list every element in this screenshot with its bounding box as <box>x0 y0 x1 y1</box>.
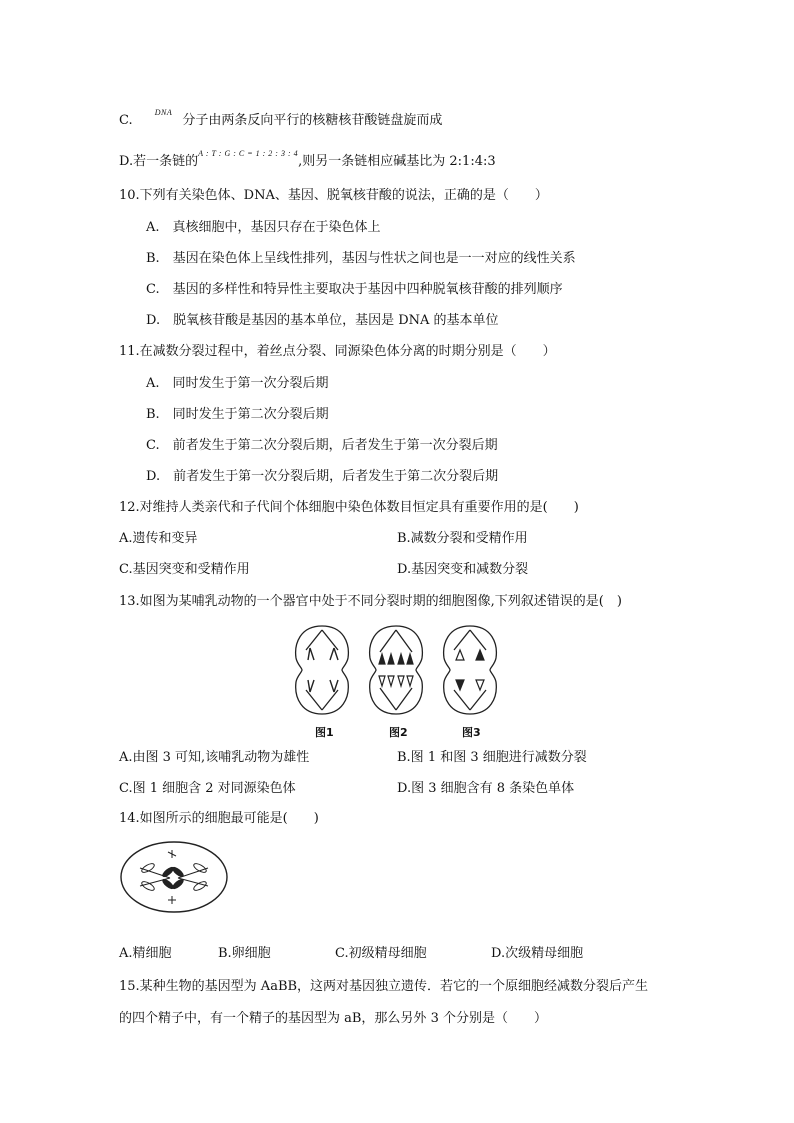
q10-option-a: A. 真核细胞中，基因只存在于染色体上 <box>146 220 381 235</box>
q14-option-b: B.卵细胞 <box>218 946 271 961</box>
q12-option-c: C.基因突变和受精作用 <box>119 562 250 577</box>
cell-diagram-q14 <box>118 838 230 916</box>
q10-option-c: C. 基因的多样性和特异性主要取决于基因中四种脱氧核苷酸的排列顺序 <box>146 282 563 297</box>
q14-option-a: A.精细胞 <box>119 946 172 961</box>
dna-formula: DNA <box>154 108 173 117</box>
q12-option-a: A.遗传和变异 <box>119 531 198 546</box>
q13-option-d: D.图 3 细胞含有 8 条染色单体 <box>397 781 575 796</box>
figure-label-2: 图2 <box>389 726 408 739</box>
cell-division-figure <box>288 620 508 720</box>
q12-option-d: D.基因突变和减数分裂 <box>397 562 529 577</box>
q11-option-b: B. 同时发生于第二次分裂后期 <box>146 407 329 422</box>
q11-option-a: A. 同时发生于第一次分裂后期 <box>146 376 329 391</box>
q13-stem: 13.如图为某哺乳动物的一个器官中处于不同分裂时期的细胞图像,下列叙述错误的是( ) <box>119 594 622 609</box>
q14-option-d: D.次级精母细胞 <box>491 946 584 961</box>
q13-option-c: C.图 1 细胞含 2 对同源染色体 <box>119 781 296 796</box>
q10-option-d: D. 脱氧核苷酸是基因的基本单位，基因是 DNA 的基本单位 <box>146 313 499 328</box>
q12-option-b: B.减数分裂和受精作用 <box>397 531 528 546</box>
q9-option-c: C. $^{DNA}$ 分子由两条反向平行的核糖核苷酸链盘旋而成 <box>119 108 443 128</box>
figure-label-1: 图1 <box>315 726 334 739</box>
q14-stem: 14.如图所示的细胞最可能是( ) <box>119 811 319 826</box>
base-ratio-formula: A : T : G : C = 1 : 2 : 3 : 4 <box>198 149 299 158</box>
q9-option-d: D.若一条链的$^{A : T : G : C = 1 : 2 : 3 : 4}$,则另一条链相应碱基比为 2:1:4:3 <box>119 149 496 169</box>
figure-label-3: 图3 <box>462 726 481 739</box>
q15-stem-line1: 15.某种生物的基因型为 AaBB，这两对基因独立遗传．若它的一个原细胞经减数分裂后产生 <box>119 979 649 994</box>
q15-stem-line2: 的四个精子中，有一个精子的基因型为 aB，那么另外 3 个分别是（ ） <box>119 1011 547 1026</box>
q11-option-d: D. 前者发生于第一次分裂后期，后者发生于第二次分裂后期 <box>146 469 499 484</box>
q10-stem: 10.下列有关染色体、DNA、基因、脱氧核苷酸的说法，正确的是（ ） <box>119 188 548 203</box>
q13-option-a: A.由图 3 可知,该哺乳动物为雄性 <box>119 750 310 765</box>
q12-stem: 12.对维持人类亲代和子代间个体细胞中染色体数目恒定具有重要作用的是( ) <box>119 500 579 515</box>
q14-option-c: C.初级精母细胞 <box>335 946 427 961</box>
q11-stem: 11.在减数分裂过程中，着丝点分裂、同源染色体分离的时期分别是（ ） <box>119 344 556 359</box>
q13-option-b: B.图 1 和图 3 细胞进行减数分裂 <box>397 750 587 765</box>
q10-option-b: B. 基因在染色体上呈线性排列，基因与性状之间也是一一对应的线性关系 <box>146 251 576 266</box>
q11-option-c: C. 前者发生于第二次分裂后期，后者发生于第一次分裂后期 <box>146 438 498 453</box>
